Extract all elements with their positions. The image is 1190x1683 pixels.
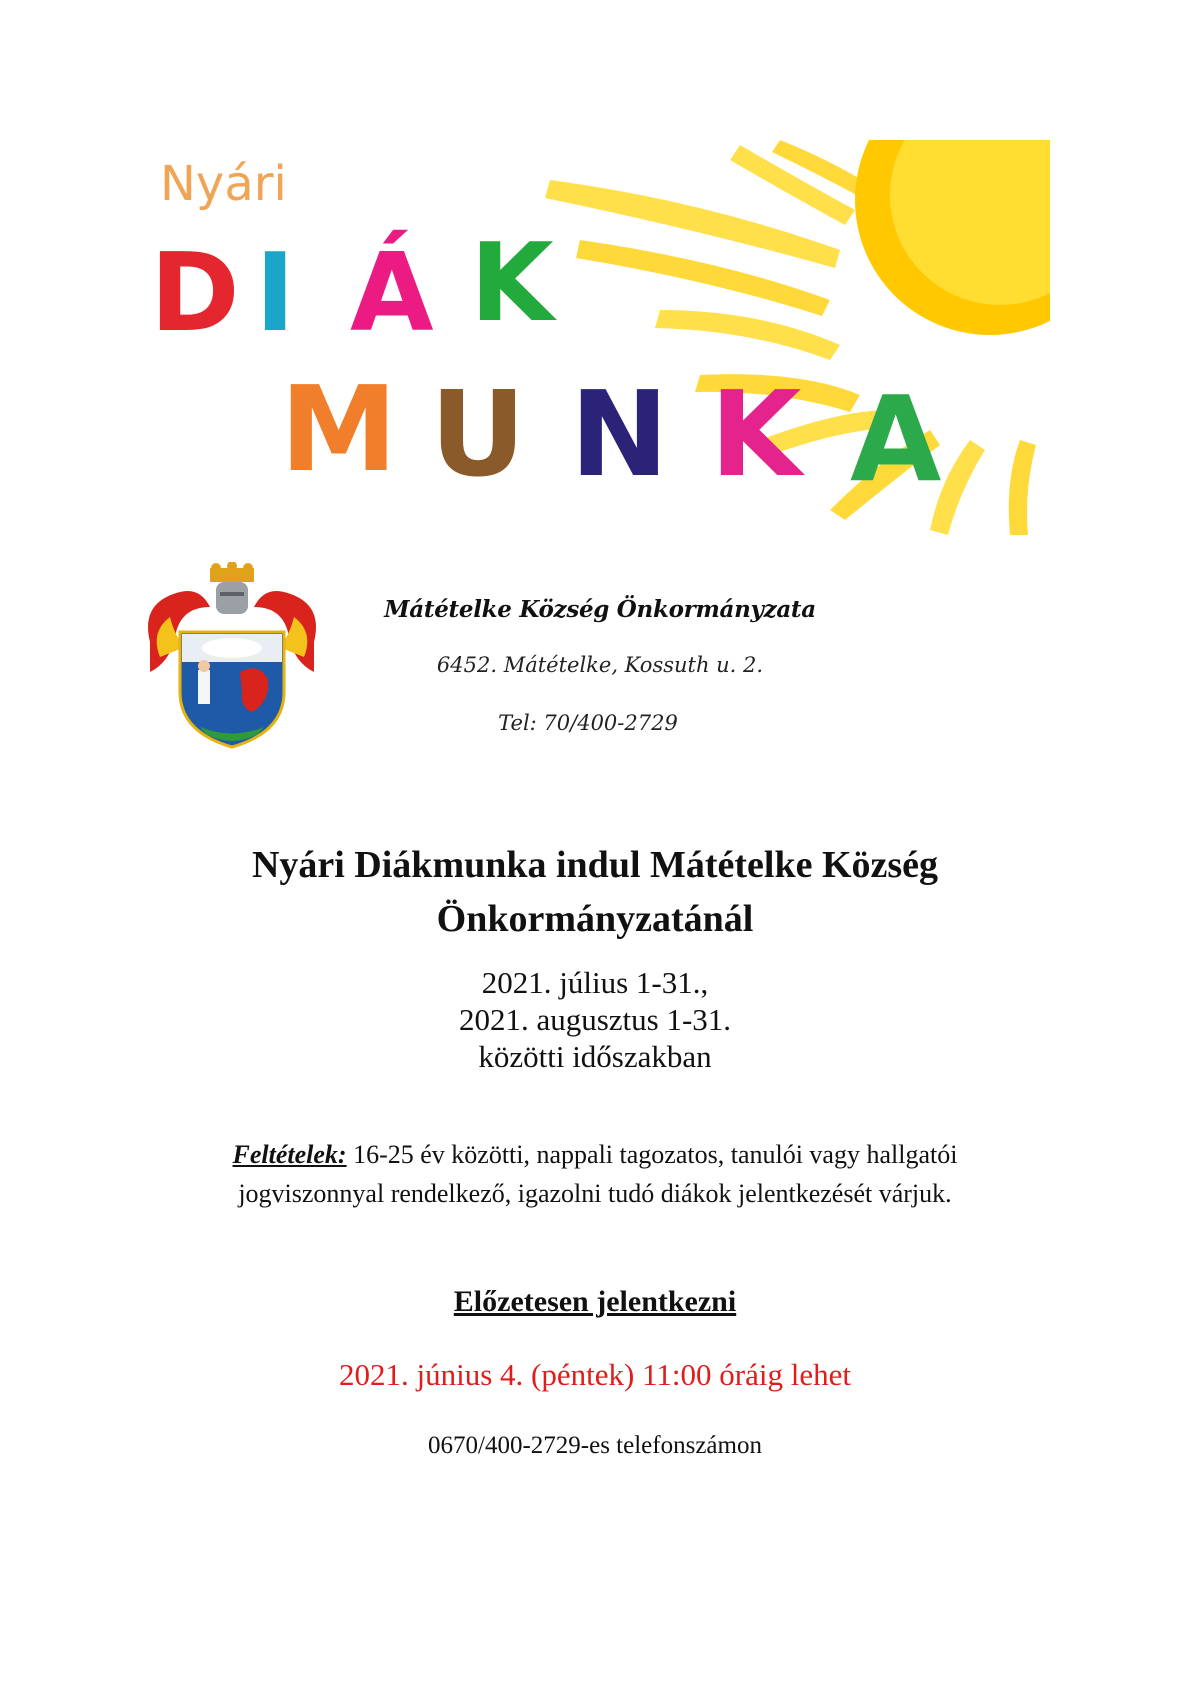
date-line-1: 2021. július 1-31., [481,965,709,1000]
coat-of-arms-icon [140,562,324,752]
banner-illustration [140,140,1050,540]
banner-letter-i: I [255,231,296,356]
page-title [0,838,1190,946]
banner-letter-a: Á [350,231,434,356]
date-line-3: közötti időszakban [478,1039,712,1074]
date-line-2: 2021. augusztus 1-31. [458,1002,732,1037]
work-periods [0,964,1190,1075]
application-deadline: 2021. június 4. (péntek) 11:00 óráig lehet [339,1357,851,1392]
headline-line-1: Nyári Diákmunka indul Mátételke Község [251,844,939,886]
conditions-text-2: jogviszonnyal rendelkező, igazolni tudó diákok jelentkezését várjuk. [238,1179,952,1208]
organization-address: 6452. Mátételke, Kossuth u. 2. [436,653,764,677]
conditions-paragraph [0,1135,1190,1213]
contact-phone: 0670/400-2729-es telefonszámon [428,1432,762,1459]
banner-letter-m: M [280,360,398,498]
banner-letter-k: K [470,221,554,346]
banner-image [140,140,1050,540]
banner-letter-k2: K [710,365,802,503]
organization-header [330,596,870,735]
banner-letter-n: N [570,365,669,503]
banner-letter-d: D [150,231,240,356]
conditions-label: Feltételek: [232,1140,347,1169]
banner-letter-a2: A [850,370,942,508]
banner-word-nyari: Nyári [160,156,287,212]
banner-letter-u: U [430,365,526,503]
organization-name: Mátételke Község Önkormányzata [384,596,816,623]
headline-line-2: Önkormányzatánál [436,898,754,940]
apply-heading: Előzetesen jelentkezni [453,1285,737,1318]
conditions-text-1: 16-25 év közötti, nappali tagozatos, tanulói vagy hallgatói [346,1140,958,1169]
organization-phone: Tel: 70/400-2729 [498,711,678,735]
